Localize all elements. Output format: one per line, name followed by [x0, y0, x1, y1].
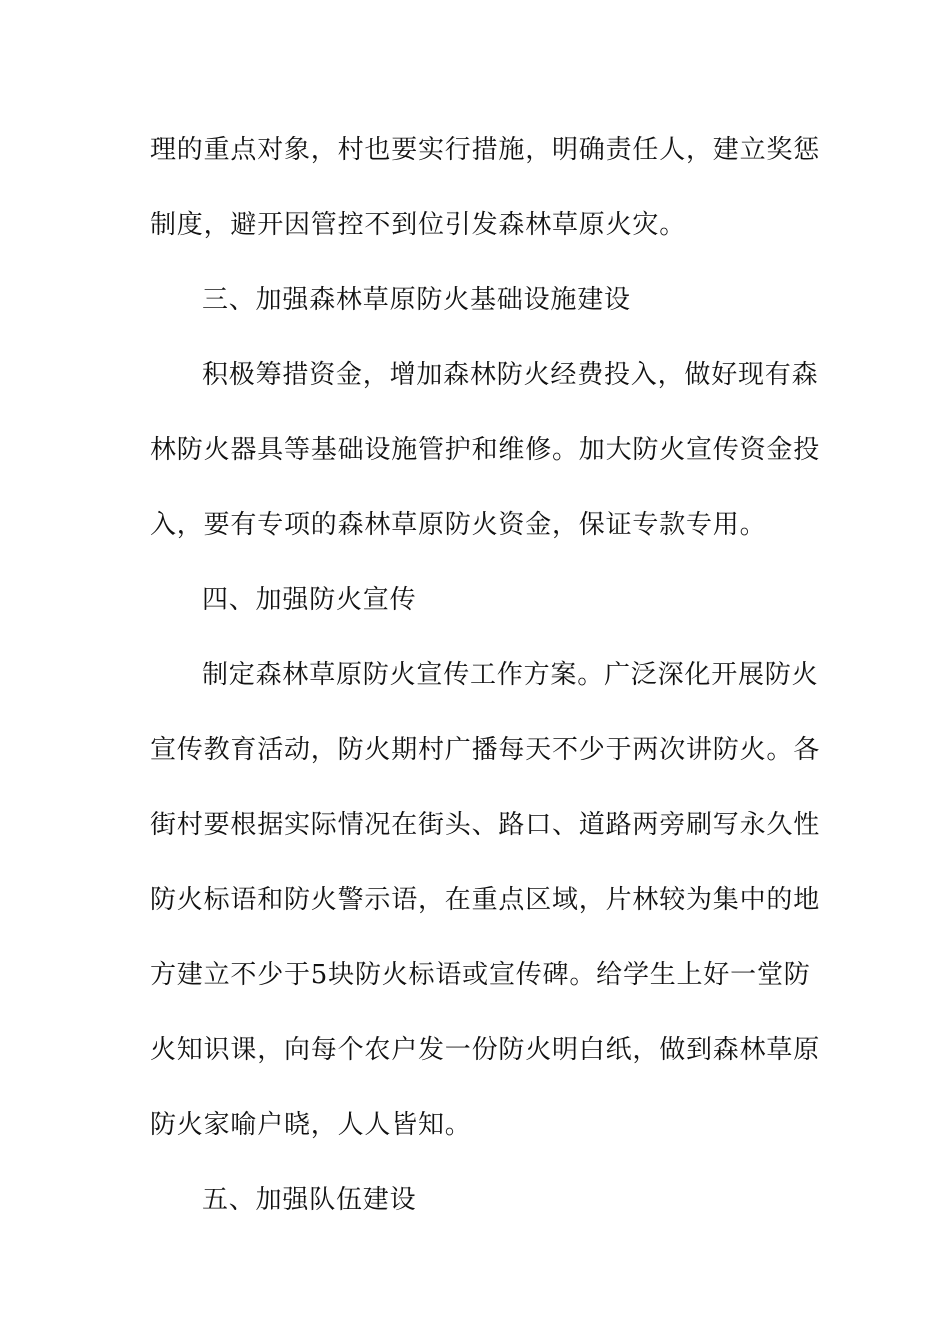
paragraph-line: 制定森林草原防火宣传工作方案。广泛深化开展防火: [202, 660, 819, 690]
section-heading: 四、加强防火宣传: [202, 585, 417, 615]
paragraph-line: 林防火器具等基础设施管护和维修。加大防火宣传资金投: [150, 435, 821, 465]
section-heading: 三、加强森林草原防火基础设施建设: [202, 285, 631, 315]
paragraph-line: 宣传教育活动，防火期村广播每天不少于两次讲防火。各: [150, 735, 821, 765]
paragraph-line: 入，要有专项的森林草原防火资金，保证专款专用。: [150, 510, 767, 540]
paragraph-line: 方建立不少于5块防火标语或宣传碑。给学生上好一堂防: [150, 960, 811, 990]
paragraph-line: 制度，避开因管控不到位引发森林草原火灾。: [150, 210, 687, 240]
paragraph-line: 街村要根据实际情况在街头、路口、道路两旁刷写永久性: [150, 810, 821, 840]
paragraph-line: 防火标语和防火警示语，在重点区域，片林较为集中的地: [150, 885, 821, 915]
paragraph-line: 理的重点对象，村也要实行措施，明确责任人，建立奖惩: [150, 135, 821, 165]
paragraph-line: 积极筹措资金，增加森林防火经费投入，做好现有森: [202, 360, 819, 390]
paragraph-line: 火知识课，向每个农户发一份防火明白纸，做到森林草原: [150, 1035, 821, 1065]
paragraph-line: 防火家喻户晓，人人皆知。: [150, 1110, 472, 1140]
section-heading: 五、加强队伍建设: [202, 1185, 417, 1215]
